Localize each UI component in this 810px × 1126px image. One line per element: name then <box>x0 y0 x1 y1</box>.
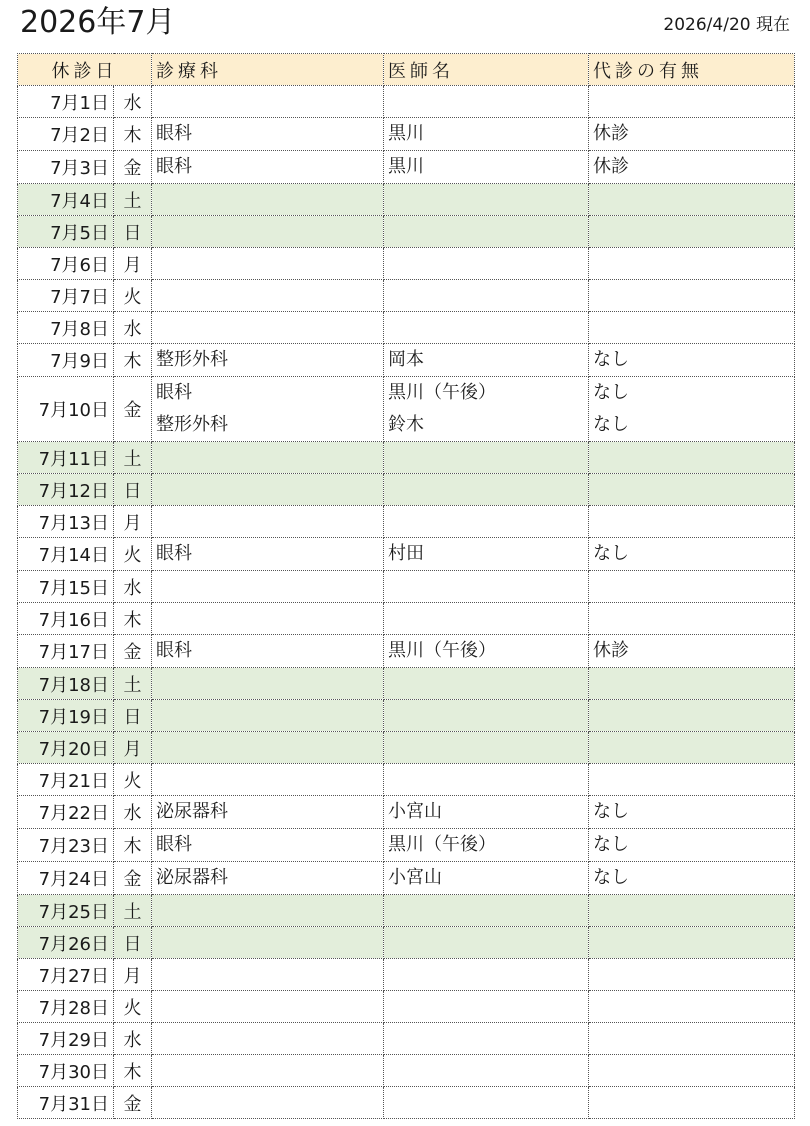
weekday-cell: 月 <box>114 248 152 280</box>
weekday-cell: 月 <box>114 506 152 538</box>
department-cell <box>152 668 384 700</box>
department-cell <box>152 603 384 635</box>
department-cell <box>152 474 384 506</box>
date-cell: 7月4日 <box>18 184 114 216</box>
substitute-cell <box>589 377 795 442</box>
doctor-text: 黒川（午後） <box>388 834 496 855</box>
weekday-cell: 水 <box>114 571 152 603</box>
weekday-cell: 日 <box>114 700 152 732</box>
doctor-text: 村田 <box>388 543 424 564</box>
substitute-cell <box>589 506 795 538</box>
table-row <box>18 764 795 796</box>
table-row <box>18 538 795 571</box>
doctor-cell <box>384 927 589 959</box>
doctor-cell <box>384 506 589 538</box>
weekday-cell: 木 <box>114 603 152 635</box>
table-row <box>18 959 795 991</box>
date-cell: 7月6日 <box>18 248 114 280</box>
department-cell <box>152 991 384 1023</box>
department-text: 眼科 <box>156 543 192 564</box>
doctor-cell <box>384 216 589 248</box>
date-cell: 7月28日 <box>18 991 114 1023</box>
substitute-text: なし <box>593 349 629 370</box>
date-cell: 7月12日 <box>18 474 114 506</box>
substitute-text: 休診 <box>593 156 629 177</box>
date-cell: 7月25日 <box>18 895 114 927</box>
department-text: 泌尿器科 <box>156 801 228 822</box>
substitute-cell <box>589 635 795 668</box>
substitute-cell <box>589 216 795 248</box>
table-row <box>18 248 795 280</box>
as-of-date: 2026/4/20 現在 <box>663 15 790 35</box>
department-cell <box>152 442 384 474</box>
doctor-text: 小宮山 <box>388 867 442 888</box>
doctor-cell <box>384 538 589 571</box>
table-row <box>18 635 795 668</box>
table-row <box>18 344 795 377</box>
date-cell: 7月23日 <box>18 829 114 862</box>
date-cell: 7月16日 <box>18 603 114 635</box>
weekday-cell: 木 <box>114 829 152 862</box>
table-row <box>18 151 795 184</box>
substitute-cell <box>589 344 795 377</box>
substitute-cell <box>589 538 795 571</box>
department-text: 眼科 <box>156 834 192 855</box>
header-row <box>18 54 795 86</box>
department-cell <box>152 862 384 895</box>
weekday-cell: 月 <box>114 959 152 991</box>
date-cell: 7月8日 <box>18 312 114 344</box>
substitute-cell <box>589 895 795 927</box>
table-row <box>18 216 795 248</box>
table-row <box>18 796 795 829</box>
weekday-cell: 金 <box>114 377 152 442</box>
department-text: 整形外科 <box>156 414 228 435</box>
department-cell <box>152 635 384 668</box>
table-row <box>18 732 795 764</box>
doctor-cell <box>384 991 589 1023</box>
doctor-cell <box>384 151 589 184</box>
substitute-cell <box>589 764 795 796</box>
substitute-cell <box>589 829 795 862</box>
date-cell: 7月26日 <box>18 927 114 959</box>
date-cell: 7月9日 <box>18 344 114 377</box>
department-cell <box>152 506 384 538</box>
closure-schedule-table <box>17 53 795 1119</box>
doctor-cell <box>384 796 589 829</box>
weekday-cell: 日 <box>114 927 152 959</box>
department-text: 泌尿器科 <box>156 867 228 888</box>
substitute-text: 休診 <box>593 123 629 144</box>
department-cell <box>152 732 384 764</box>
table-row <box>18 1023 795 1055</box>
date-cell: 7月2日 <box>18 118 114 151</box>
department-cell <box>152 829 384 862</box>
department-cell <box>152 959 384 991</box>
weekday-cell: 水 <box>114 86 152 118</box>
table-row <box>18 668 795 700</box>
substitute-cell <box>589 474 795 506</box>
header-doctor: 医師名 <box>384 54 589 86</box>
doctor-cell <box>384 959 589 991</box>
substitute-cell <box>589 1087 795 1119</box>
date-cell: 7月21日 <box>18 764 114 796</box>
date-cell: 7月13日 <box>18 506 114 538</box>
department-text: 眼科 <box>156 382 192 403</box>
doctor-cell <box>384 668 589 700</box>
substitute-cell <box>589 280 795 312</box>
doctor-cell <box>384 442 589 474</box>
department-cell <box>152 1087 384 1119</box>
table-row <box>18 184 795 216</box>
department-cell <box>152 764 384 796</box>
date-cell: 7月24日 <box>18 862 114 895</box>
department-cell <box>152 248 384 280</box>
substitute-cell <box>589 248 795 280</box>
substitute-text: なし <box>593 543 629 564</box>
doctor-cell <box>384 312 589 344</box>
department-cell <box>152 1023 384 1055</box>
department-cell <box>152 344 384 377</box>
substitute-cell <box>589 862 795 895</box>
substitute-cell <box>589 668 795 700</box>
doctor-cell <box>384 86 589 118</box>
date-cell: 7月30日 <box>18 1055 114 1087</box>
doctor-cell <box>384 764 589 796</box>
substitute-cell <box>589 1023 795 1055</box>
date-cell: 7月3日 <box>18 151 114 184</box>
substitute-cell <box>589 1055 795 1087</box>
date-cell: 7月22日 <box>18 796 114 829</box>
substitute-cell <box>589 442 795 474</box>
table-row <box>18 991 795 1023</box>
table-row <box>18 1087 795 1119</box>
date-cell: 7月27日 <box>18 959 114 991</box>
doctor-text: 黒川 <box>388 123 424 144</box>
department-text: 眼科 <box>156 640 192 661</box>
weekday-cell: 金 <box>114 151 152 184</box>
date-cell: 7月29日 <box>18 1023 114 1055</box>
date-cell: 7月15日 <box>18 571 114 603</box>
department-cell <box>152 377 384 442</box>
date-cell: 7月10日 <box>18 377 114 442</box>
substitute-cell <box>589 796 795 829</box>
header-closed-day: 休診日 <box>18 54 152 86</box>
doctor-cell <box>384 571 589 603</box>
date-cell: 7月20日 <box>18 732 114 764</box>
substitute-cell <box>589 959 795 991</box>
weekday-cell: 木 <box>114 344 152 377</box>
weekday-cell: 木 <box>114 1055 152 1087</box>
schedule-body <box>18 86 795 1119</box>
substitute-cell <box>589 312 795 344</box>
table-row <box>18 377 795 442</box>
doctor-text: 鈴木 <box>388 414 424 435</box>
table-row <box>18 862 795 895</box>
department-cell <box>152 895 384 927</box>
substitute-text: 休診 <box>593 640 629 661</box>
doctor-cell <box>384 1055 589 1087</box>
table-row <box>18 118 795 151</box>
date-cell: 7月11日 <box>18 442 114 474</box>
doctor-text: 黒川（午後） <box>388 382 496 403</box>
page-title: 2026年7月 <box>20 5 176 40</box>
substitute-cell <box>589 991 795 1023</box>
department-cell <box>152 1055 384 1087</box>
department-cell <box>152 280 384 312</box>
department-cell <box>152 151 384 184</box>
table-row <box>18 442 795 474</box>
department-cell <box>152 118 384 151</box>
table-row <box>18 506 795 538</box>
weekday-cell: 土 <box>114 184 152 216</box>
date-cell: 7月7日 <box>18 280 114 312</box>
department-cell <box>152 538 384 571</box>
weekday-cell: 水 <box>114 796 152 829</box>
doctor-cell <box>384 474 589 506</box>
doctor-cell <box>384 895 589 927</box>
substitute-text: なし <box>593 414 629 435</box>
department-cell <box>152 216 384 248</box>
table-row <box>18 603 795 635</box>
doctor-cell <box>384 862 589 895</box>
department-cell <box>152 571 384 603</box>
doctor-text: 黒川（午後） <box>388 640 496 661</box>
department-cell <box>152 700 384 732</box>
weekday-cell: 金 <box>114 1087 152 1119</box>
weekday-cell: 日 <box>114 216 152 248</box>
weekday-cell: 火 <box>114 538 152 571</box>
date-cell: 7月5日 <box>18 216 114 248</box>
substitute-cell <box>589 571 795 603</box>
substitute-cell <box>589 700 795 732</box>
substitute-cell <box>589 86 795 118</box>
table-row <box>18 571 795 603</box>
substitute-cell <box>589 927 795 959</box>
department-text: 整形外科 <box>156 349 228 370</box>
doctor-text: 黒川 <box>388 156 424 177</box>
substitute-cell <box>589 732 795 764</box>
department-text: 眼科 <box>156 123 192 144</box>
table-row <box>18 280 795 312</box>
doctor-text: 岡本 <box>388 349 424 370</box>
weekday-cell: 火 <box>114 991 152 1023</box>
table-row <box>18 829 795 862</box>
date-cell: 7月19日 <box>18 700 114 732</box>
weekday-cell: 水 <box>114 312 152 344</box>
table-row <box>18 700 795 732</box>
doctor-cell <box>384 377 589 442</box>
doctor-cell <box>384 1023 589 1055</box>
table-row <box>18 895 795 927</box>
department-cell <box>152 86 384 118</box>
weekday-cell: 金 <box>114 635 152 668</box>
substitute-cell <box>589 184 795 216</box>
weekday-cell: 土 <box>114 442 152 474</box>
weekday-cell: 土 <box>114 668 152 700</box>
department-cell <box>152 796 384 829</box>
doctor-cell <box>384 1087 589 1119</box>
doctor-cell <box>384 248 589 280</box>
table-row <box>18 474 795 506</box>
date-cell: 7月31日 <box>18 1087 114 1119</box>
doctor-cell <box>384 184 589 216</box>
doctor-cell <box>384 700 589 732</box>
date-cell: 7月1日 <box>18 86 114 118</box>
substitute-cell <box>589 603 795 635</box>
header-department: 診療科 <box>152 54 384 86</box>
weekday-cell: 月 <box>114 732 152 764</box>
doctor-cell <box>384 829 589 862</box>
doctor-cell <box>384 603 589 635</box>
weekday-cell: 日 <box>114 474 152 506</box>
department-cell <box>152 927 384 959</box>
date-cell: 7月17日 <box>18 635 114 668</box>
substitute-text: なし <box>593 801 629 822</box>
department-text: 眼科 <box>156 156 192 177</box>
weekday-cell: 金 <box>114 862 152 895</box>
weekday-cell: 土 <box>114 895 152 927</box>
date-cell: 7月18日 <box>18 668 114 700</box>
weekday-cell: 水 <box>114 1023 152 1055</box>
doctor-cell <box>384 344 589 377</box>
weekday-cell: 火 <box>114 764 152 796</box>
substitute-text: なし <box>593 867 629 888</box>
substitute-cell <box>589 118 795 151</box>
weekday-cell: 木 <box>114 118 152 151</box>
substitute-text: なし <box>593 834 629 855</box>
table-row <box>18 927 795 959</box>
doctor-cell <box>384 635 589 668</box>
table-row <box>18 1055 795 1087</box>
department-cell <box>152 312 384 344</box>
department-cell <box>152 184 384 216</box>
header-substitute: 代診の有無 <box>589 54 795 86</box>
doctor-cell <box>384 118 589 151</box>
substitute-text: なし <box>593 382 629 403</box>
weekday-cell: 火 <box>114 280 152 312</box>
date-cell: 7月14日 <box>18 538 114 571</box>
substitute-cell <box>589 151 795 184</box>
doctor-text: 小宮山 <box>388 801 442 822</box>
doctor-cell <box>384 280 589 312</box>
table-row <box>18 86 795 118</box>
table-row <box>18 312 795 344</box>
doctor-cell <box>384 732 589 764</box>
